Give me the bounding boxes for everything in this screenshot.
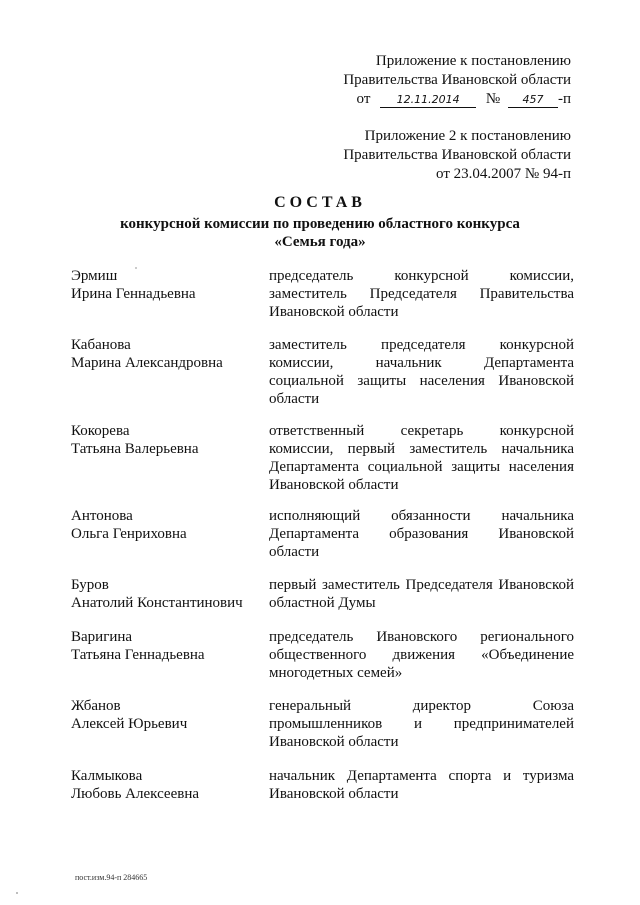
member-given-name: Марина Александровна bbox=[71, 355, 223, 371]
appendix-header bbox=[343, 52, 571, 109]
member-given-name: Ольга Генриховна bbox=[71, 526, 187, 542]
member-surname: Жбанов bbox=[71, 698, 121, 714]
member-role: председатель конкурсной комиссии, заместитель Председателя Правительства Ивановской области bbox=[269, 268, 574, 320]
document-title: СОСТАВ bbox=[274, 194, 366, 211]
member-role: первый заместитель Председателя Ивановской областной Думы bbox=[269, 577, 574, 611]
handwritten-number: 457 bbox=[508, 93, 558, 108]
footer-reference: пост.изм.94-п 284665 bbox=[75, 873, 148, 882]
member-role: исполняющий обязанности начальника Департамента образования Ивановской области bbox=[269, 508, 574, 560]
member-role: председатель Ивановского регионального общественного движения «Объединение многодетных семей» bbox=[269, 629, 574, 681]
appendix-2-header bbox=[343, 127, 571, 184]
member-surname: Антонова bbox=[71, 508, 133, 524]
member-role: заместитель председателя конкурсной комиссии, начальник Департамента социальной защиты населения Ивановской области bbox=[269, 337, 574, 407]
document-subtitle-contest: «Семья года» bbox=[274, 234, 366, 250]
member-surname: Калмыкова bbox=[71, 768, 143, 784]
appendix-2-line-2: Правительства Ивановской области bbox=[343, 147, 571, 163]
member-role: генеральный директор Союза промышленников и предпринимателей Ивановской области bbox=[269, 698, 574, 750]
member-name bbox=[71, 628, 261, 664]
appendix-2-line-1: Приложение 2 к постановлению bbox=[364, 128, 571, 144]
handwritten-date: 12.11.2014 bbox=[380, 93, 476, 108]
member-surname: Кокорева bbox=[71, 423, 130, 439]
number-sign: № bbox=[485, 91, 501, 107]
appendix-2-line-3: от 23.04.2007 № 94-п bbox=[436, 166, 571, 182]
document-subtitle: конкурсной комиссии по проведению областного конкурса bbox=[120, 216, 520, 232]
member-given-name: Татьяна Геннадьевна bbox=[71, 647, 205, 663]
member-surname: Варигина bbox=[71, 629, 133, 645]
member-name bbox=[71, 767, 261, 803]
member-role: ответственный секретарь конкурсной комиссии, первый заместитель начальника Департамента социальной защиты населения Ивановской области bbox=[269, 423, 574, 493]
member-given-name: Анатолий Константинович bbox=[71, 595, 243, 611]
number-suffix: -п bbox=[557, 91, 571, 107]
member-name bbox=[71, 267, 261, 303]
appendix-line-2: Правительства Ивановской области bbox=[343, 72, 571, 88]
member-name bbox=[71, 576, 261, 612]
member-given-name: Любовь Алексеевна bbox=[71, 786, 199, 802]
scan-speck bbox=[16, 892, 18, 894]
member-name bbox=[71, 336, 261, 372]
member-role: начальник Департамента спорта и туризма Ивановской области bbox=[269, 768, 574, 802]
appendix-date-line bbox=[343, 90, 571, 109]
member-given-name: Татьяна Валерьевна bbox=[71, 441, 199, 457]
member-name bbox=[71, 422, 261, 458]
member-given-name: Ирина Геннадьевна bbox=[71, 286, 196, 302]
member-name bbox=[71, 507, 261, 543]
member-surname: Буров bbox=[71, 577, 109, 593]
ot-label: от bbox=[356, 91, 371, 107]
appendix-line-1: Приложение к постановлению bbox=[375, 53, 571, 69]
member-name bbox=[71, 697, 261, 733]
member-surname: Кабанова bbox=[71, 337, 131, 353]
member-surname: Эрмиш bbox=[71, 268, 118, 284]
member-given-name: Алексей Юрьевич bbox=[71, 716, 188, 732]
